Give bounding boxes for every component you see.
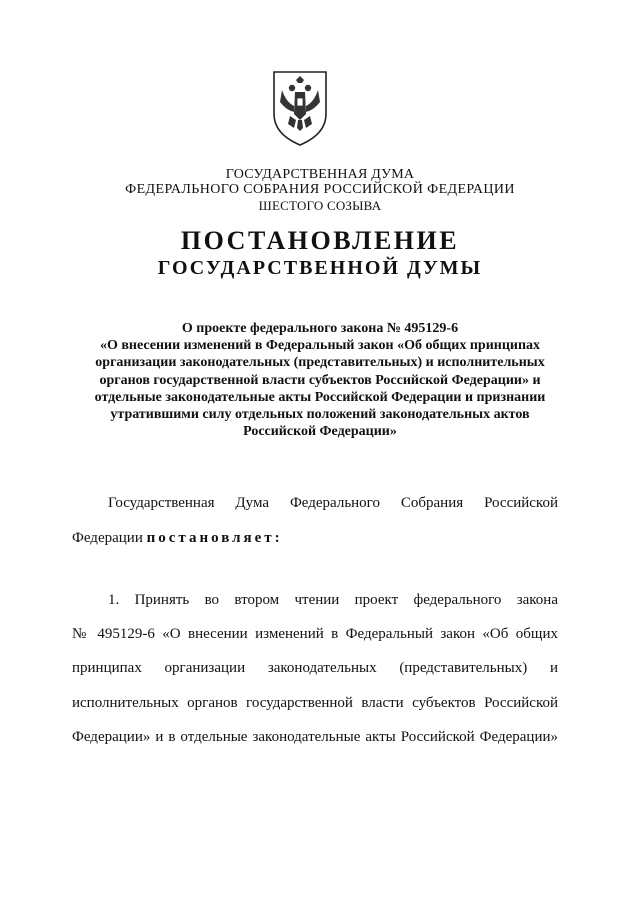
- item-1-line: [72, 592, 558, 609]
- item-1-line: исполнительных органов государственной власти субъектов Российской: [72, 695, 558, 711]
- convocation-line: ШЕСТОГО СОЗЫВА: [258, 198, 382, 213]
- document-subtitle: ГОСУДАРСТВЕННОЙ ДУМЫ: [157, 257, 483, 279]
- bill-heading-line: утратившими силу отдельных положений законодательных актов: [110, 407, 530, 423]
- bill-heading-line: организации законодательных (представительных) и исполнительных: [95, 355, 545, 371]
- preamble-text: Государственная Дума Федерального Собрания Российской: [108, 495, 558, 511]
- preamble-text: Федерации: [72, 530, 147, 546]
- state-emblem: [270, 68, 330, 148]
- double-headed-eagle-emblem-icon: [270, 68, 330, 148]
- bill-heading-line: Российской Федерации»: [243, 424, 397, 440]
- bill-heading: [60, 320, 580, 440]
- item-1-line: Федерации» и в отдельные законодательные акты Российской Федерации»: [72, 729, 558, 745]
- preamble-line: [72, 530, 558, 547]
- item-1-line: принципах организации законодательных (представительных) и: [72, 660, 558, 676]
- bill-heading-line: О проекте федерального закона № 495129-6: [181, 321, 459, 336]
- preamble-line: [72, 495, 558, 512]
- resolves-word: постановляет:: [146, 530, 283, 546]
- bill-heading-line: отдельные законодательные акты Российской Федерации и признании: [94, 389, 546, 405]
- org-name-line-2: ФЕДЕРАЛЬНОГО СОБРАНИЯ РОССИЙСКОЙ ФЕДЕРАЦИИ: [125, 182, 515, 197]
- item-1-line: № 495129-6 «О внесении изменений в Федеральный закон «Об общих: [72, 626, 558, 642]
- org-name-line-1: ГОСУДАРСТВЕННАЯ ДУМА: [225, 167, 415, 182]
- document-title: ПОСТАНОВЛЕНИЕ: [180, 226, 460, 255]
- bill-heading-line: органов государственной власти субъектов Российской Федерации» и: [99, 372, 541, 388]
- bill-heading-line: «О внесении изменений в Федеральный закон «Об общих принципах: [99, 338, 541, 354]
- item-1-text: 1. Принять во втором чтении проект федерального закона: [108, 592, 558, 608]
